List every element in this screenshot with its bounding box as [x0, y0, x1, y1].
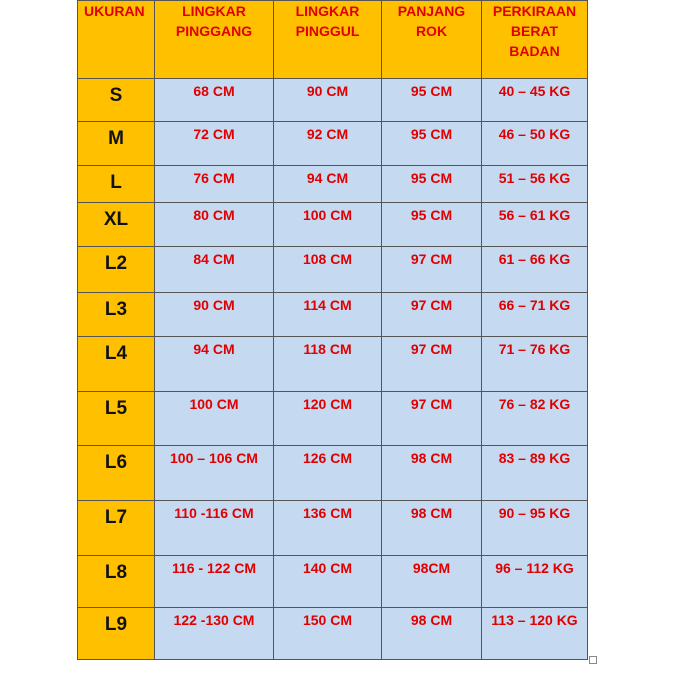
hip-cell: 126 CM: [274, 446, 382, 501]
size-cell: M: [78, 122, 155, 166]
weight-cell: 71 – 76 KG: [482, 337, 588, 392]
waist-cell: 80 CM: [155, 203, 274, 247]
header-lingkar-pinggul: [274, 1, 382, 79]
hip-cell: 92 CM: [274, 122, 382, 166]
hip-cell: 150 CM: [274, 608, 382, 660]
header-ukuran: [78, 1, 155, 79]
size-cell: L4: [78, 337, 155, 392]
hip-cell: 136 CM: [274, 501, 382, 556]
table-row: [78, 608, 588, 660]
table-row: [78, 203, 588, 247]
waist-cell: 100 – 106 CM: [155, 446, 274, 501]
table-resize-handle[interactable]: [589, 656, 597, 664]
waist-cell: 122 -130 CM: [155, 608, 274, 660]
hip-cell: 90 CM: [274, 79, 382, 122]
table-row: [78, 293, 588, 337]
table-row: [78, 556, 588, 608]
weight-cell: 40 – 45 KG: [482, 79, 588, 122]
length-cell: 98 CM: [382, 608, 482, 660]
header-text-line: PERKIRAAN: [492, 3, 577, 19]
waist-cell: 76 CM: [155, 166, 274, 203]
size-cell: L5: [78, 392, 155, 446]
length-cell: 95 CM: [382, 122, 482, 166]
waist-cell: 94 CM: [155, 337, 274, 392]
size-cell: L7: [78, 501, 155, 556]
header-text-line: BADAN: [509, 43, 560, 59]
header-text-line: PANJANG: [397, 3, 466, 19]
header-text-line: LINGKAR: [182, 3, 246, 19]
hip-cell: 108 CM: [274, 247, 382, 293]
waist-cell: 90 CM: [155, 293, 274, 337]
length-cell: 98CM: [382, 556, 482, 608]
header-panjang-rok: [382, 1, 482, 79]
length-cell: 95 CM: [382, 203, 482, 247]
length-cell: 98 CM: [382, 446, 482, 501]
table-row: [78, 446, 588, 501]
table-row: [78, 79, 588, 122]
waist-cell: 110 -116 CM: [155, 501, 274, 556]
size-cell: L3: [78, 293, 155, 337]
table-row: [78, 247, 588, 293]
header-text-line: PINGGUL: [295, 23, 360, 39]
header-text-line: UKURAN: [84, 3, 145, 19]
waist-cell: 72 CM: [155, 122, 274, 166]
hip-cell: 118 CM: [274, 337, 382, 392]
waist-cell: 100 CM: [155, 392, 274, 446]
hip-cell: 94 CM: [274, 166, 382, 203]
table-row: [78, 392, 588, 446]
size-cell: XL: [78, 203, 155, 247]
weight-cell: 76 – 82 KG: [482, 392, 588, 446]
header-lingkar-pinggang: [155, 1, 274, 79]
table-body: [78, 79, 588, 660]
weight-cell: 46 – 50 KG: [482, 122, 588, 166]
waist-cell: 116 - 122 CM: [155, 556, 274, 608]
weight-cell: 66 – 71 KG: [482, 293, 588, 337]
header-text-line: ROK: [415, 23, 448, 39]
header-text-line: PINGGANG: [175, 23, 253, 39]
size-cell: L8: [78, 556, 155, 608]
size-cell: L: [78, 166, 155, 203]
header-perkiraan-berat-badan: [482, 1, 588, 79]
size-cell: L2: [78, 247, 155, 293]
length-cell: 95 CM: [382, 79, 482, 122]
length-cell: 98 CM: [382, 501, 482, 556]
table-row: [78, 501, 588, 556]
length-cell: 97 CM: [382, 247, 482, 293]
header-text-line: BERAT: [510, 23, 559, 39]
header-text-line: LINGKAR: [295, 3, 360, 19]
hip-cell: 120 CM: [274, 392, 382, 446]
weight-cell: 113 – 120 KG: [482, 608, 588, 660]
waist-cell: 84 CM: [155, 247, 274, 293]
table-row: [78, 122, 588, 166]
size-cell: S: [78, 79, 155, 122]
length-cell: 97 CM: [382, 392, 482, 446]
size-cell: L9: [78, 608, 155, 660]
size-cell: L6: [78, 446, 155, 501]
weight-cell: 51 – 56 KG: [482, 166, 588, 203]
hip-cell: 140 CM: [274, 556, 382, 608]
size-chart-table: [77, 0, 588, 660]
weight-cell: 90 – 95 KG: [482, 501, 588, 556]
table-row: [78, 337, 588, 392]
table-row: [78, 166, 588, 203]
waist-cell: 68 CM: [155, 79, 274, 122]
length-cell: 97 CM: [382, 337, 482, 392]
weight-cell: 61 – 66 KG: [482, 247, 588, 293]
weight-cell: 56 – 61 KG: [482, 203, 588, 247]
weight-cell: 96 – 112 KG: [482, 556, 588, 608]
length-cell: 95 CM: [382, 166, 482, 203]
hip-cell: 100 CM: [274, 203, 382, 247]
hip-cell: 114 CM: [274, 293, 382, 337]
header-row: [78, 1, 588, 79]
weight-cell: 83 – 89 KG: [482, 446, 588, 501]
length-cell: 97 CM: [382, 293, 482, 337]
